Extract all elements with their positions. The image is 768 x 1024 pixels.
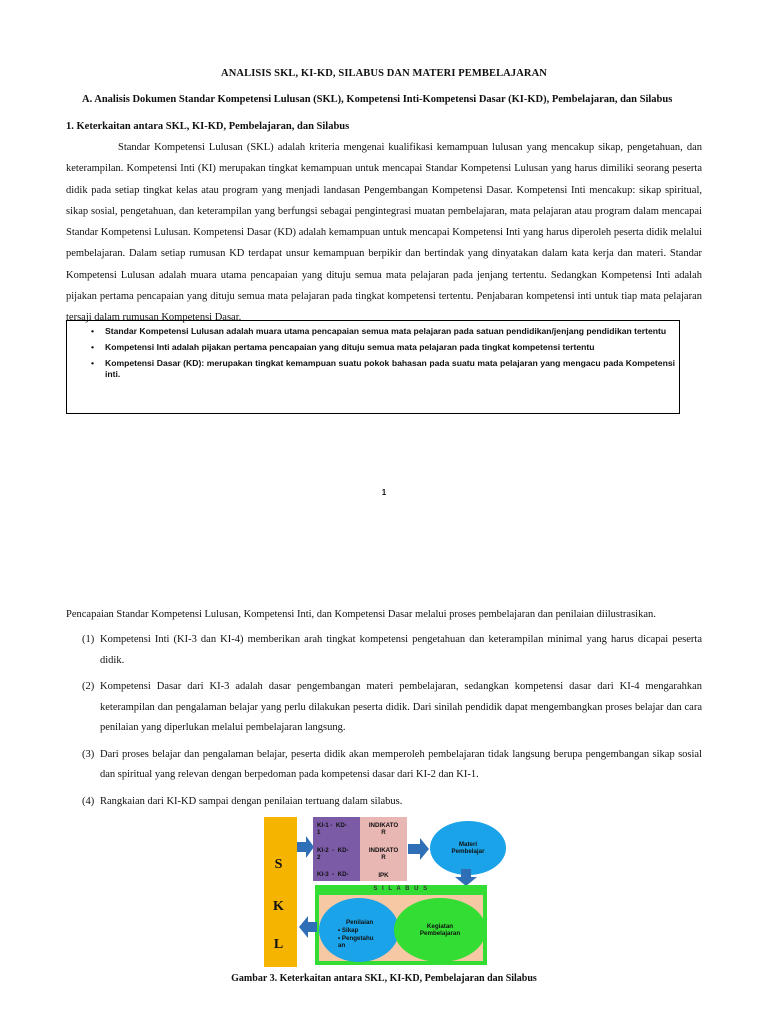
skl-letter: K (273, 899, 284, 914)
numbered-item (82, 745, 702, 786)
summary-bullet (91, 358, 675, 380)
arrow-left-icon (298, 915, 318, 939)
item-number: (4) (82, 795, 95, 807)
section-1-heading: 1. Keterkaitan antara SKL, KI-KD, Pembelajaran, dan Silabus (66, 121, 350, 132)
item-text: Kompetensi Inti (KI-3 dan KI-4) memberikan arah tingkat kompetensi pengetahuan dan keterampilan minimal yang harus dicapai peserta didik. (100, 634, 702, 666)
ki-kd-box (313, 817, 360, 881)
ki-row: KI-1 - KD- 1 (317, 822, 347, 836)
item-text: Dari proses belajar dan pengalaman belajar, peserta didik akan memperoleh pembelajaran tidak langsung berupa pengembangan sikap sosial dan spiritual yang relevan dengan berpedoman pada kompetensi dasar dari KI-2 dan KI-1. (100, 748, 702, 780)
summary-box (66, 320, 680, 414)
skl-letter: S (274, 857, 283, 872)
item-text: Kompetensi Dasar dari KI-3 adalah dasar pengembangan materi pembelajaran, sedangkan kompetensi dasar dari KI-4 mengarahkan keterampilan dan pengalaman belajar yang perlu dilakukan peserta didik. Dari sinilah pendidik dapat mengembangkan proses belajar dan cara penilaian yang diperlukan melalui pembelajaran langsung. (100, 681, 702, 733)
page-number: 1 (381, 488, 387, 497)
bullet-icon: • (91, 358, 95, 368)
numbered-list (82, 630, 702, 818)
paragraph-2: Pencapaian Standar Kompetensi Lulusan, Kompetensi Inti, dan Kompetensi Dasar melalui proses pembelajaran dan penilaian diilustrasikan. (66, 609, 656, 620)
arrow-right-icon (408, 837, 430, 861)
skl-letter: L (273, 937, 284, 952)
indikator-box (360, 817, 407, 881)
figure-caption: Gambar 3. Keterkaitan antara SKL, KI-KD, Pembelajaran dan Silabus (231, 973, 537, 984)
summary-bullet (91, 326, 675, 337)
paragraph-1: Standar Kompetensi Lulusan (SKL) adalah kriteria mengenai kualifikasi kemampuan lulusan yang mencakup sikap, pengetahuan, dan keterampilan. Kompetensi Inti (KI) merupakan tingkat kemampuan untuk mencapai Standar Kompetensi Lulusan yang harus dimiliki seorang peserta didik pada setiap tingkat kelas atau program yang menjadi landasan Pengembangan Kompetensi Dasar. Kompetensi Inti mencakup: sikap spiritual, sikap sosial, pengetahuan, dan keterampilan yang berfungsi sebagai pengintegrasi muatan pembelajaran, mata pelajaran atau program dalam mencapai Standar Kompetensi Lulusan. Kompetensi Dasar (KD) adalah kemampuan untuk mencapai Kompetensi Inti yang harus diperoleh peserta didik melalui pembelajaran. Dalam setiap rumusan KD terdapat unsur kemampuan berpikir dan bertindak yang dinyatakan dalam kata kerja dan materi. Standar Kompetensi Lulusan adalah muara utama pencapaian yang dituju semua mata pelajaran pada jenjang tertentu. Sedangkan Kompetensi Inti adalah pijakan pertama pencapaian yang dituju semua mata pelajaran pada tingkat kompetensi tertentu. Penjabaran kompetensi inti untuk tiap mata pelajaran tersaji dalam rumusan Kompetensi Dasar. (66, 142, 702, 324)
summary-bullet (91, 342, 675, 353)
numbered-item (82, 792, 702, 813)
penilaian-label: Penilaian (346, 919, 374, 926)
section-a-heading: A. Analisis Dokumen Standar Kompetensi Lulusan (SKL), Kompetensi Inti-Kompetensi Dasar (KI-KD), Pembelajaran, dan Silabus (82, 94, 673, 105)
penilaian-circle (318, 897, 400, 963)
indikator-row: IPK (378, 872, 389, 879)
silabus-label: S I L A B U S (373, 886, 429, 892)
numbered-item (82, 630, 702, 671)
bullet-icon: • (91, 326, 95, 336)
bullet-text: Kompetensi Inti adalah pijakan pertama pencapaian yang dituju semua mata pelajaran pada tingkat kompetensi tertentu (105, 342, 595, 352)
ki-row: KI-2 - KD- 2 (317, 847, 349, 861)
document-title: ANALISIS SKL, KI-KD, SILABUS DAN MATERI PEMBELAJARAN (221, 68, 547, 79)
summary-bullet-list (91, 326, 675, 385)
indikator-row: INDIKATO R (368, 822, 399, 836)
ki-row: KI-3 - KD- (317, 871, 349, 878)
penilaian-item: • Pengetahu an (338, 935, 374, 949)
kegiatan-label: Kegiatan Pembelajaran (419, 923, 461, 937)
penilaian-item: • Sikap (338, 927, 359, 934)
skl-kikd-diagram (262, 815, 510, 967)
indikator-row: INDIKATO R (368, 847, 399, 861)
item-number: (2) (82, 681, 95, 692)
bullet-text: Kompetensi Dasar (KD): merupakan tingkat kemampuan suatu pokok bahasan pada suatu mata pelajaran yang mengacu pada Kompetensi inti. (105, 358, 675, 379)
item-number: (1) (82, 634, 95, 645)
penilaian-item-text: Sikap (341, 927, 359, 934)
materi-label: Materi Pembelajar (451, 841, 485, 855)
bullet-icon: • (91, 342, 95, 352)
bullet-text: Standar Kompetensi Lulusan adalah muara utama pencapaian semua mata pelajaran pada satuan pendidikan/jenjang pendidikan tertentu (105, 326, 667, 336)
item-text: Rangkaian dari KI-KD sampai dengan penilaian tertuang dalam silabus. (100, 795, 403, 807)
numbered-item (82, 677, 702, 739)
penilaian-item-text: Pengetahu an (338, 935, 374, 949)
item-number: (3) (82, 748, 95, 760)
